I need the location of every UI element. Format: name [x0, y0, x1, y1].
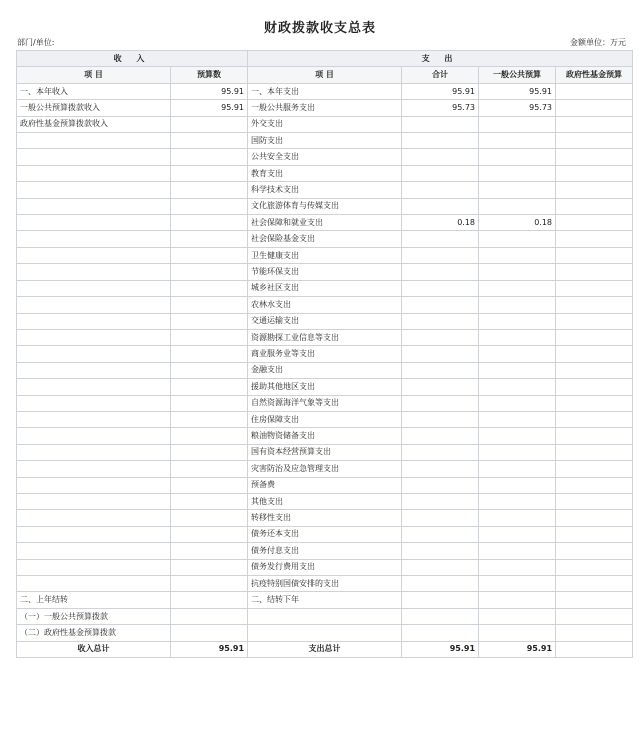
- table-row: [17, 395, 633, 411]
- expense-fund-cell: [556, 526, 633, 542]
- expense-item-cell: 卫生健康支出: [248, 247, 402, 263]
- income-amount-cell: [171, 149, 248, 165]
- expense-general-total: 95.91: [479, 641, 556, 657]
- expense-fund-cell: [556, 444, 633, 460]
- income-amount-cell: [171, 215, 248, 231]
- expense-item-cell: [248, 608, 402, 624]
- income-amount-cell: [171, 313, 248, 329]
- income-item-cell: [17, 313, 171, 329]
- col-header-expense-total: 合计: [402, 67, 479, 83]
- expense-item-cell: 资源勘探工业信息等支出: [248, 329, 402, 345]
- income-amount-cell: [171, 411, 248, 427]
- expense-fund-cell: [556, 395, 633, 411]
- col-header-income-item: 项 目: [17, 67, 171, 83]
- expense-fund-cell: [556, 280, 633, 296]
- expense-group-header: 支 出: [248, 51, 633, 67]
- income-item-cell: 政府性基金预算拨款收入: [17, 116, 171, 132]
- income-amount-cell: [171, 461, 248, 477]
- income-amount-cell: [171, 477, 248, 493]
- expense-item-cell: 商业服务业等支出: [248, 346, 402, 362]
- income-amount-cell: [171, 346, 248, 362]
- table-row: [17, 526, 633, 542]
- income-amount-cell: [171, 165, 248, 181]
- col-header-expense-general: 一般公共预算: [479, 67, 556, 83]
- table-row: [17, 592, 633, 608]
- expense-total-cell: [402, 608, 479, 624]
- income-item-cell: [17, 428, 171, 444]
- expense-item-cell: 债务付息支出: [248, 543, 402, 559]
- income-amount-cell: [171, 559, 248, 575]
- expense-item-cell: 外交支出: [248, 116, 402, 132]
- table-row: [17, 493, 633, 509]
- expense-total-cell: [402, 165, 479, 181]
- column-header-row: [17, 67, 633, 83]
- expense-general-cell: [479, 444, 556, 460]
- expense-fund-cell: [556, 411, 633, 427]
- expense-total-cell: [402, 280, 479, 296]
- expense-total-cell: [402, 231, 479, 247]
- income-item-cell: [17, 543, 171, 559]
- col-header-expense-item: 项 目: [248, 67, 402, 83]
- expense-general-cell: [479, 411, 556, 427]
- income-item-cell: [17, 264, 171, 280]
- expense-fund-cell: [556, 247, 633, 263]
- income-item-cell: [17, 362, 171, 378]
- income-amount-cell: [171, 444, 248, 460]
- expense-general-cell: [479, 346, 556, 362]
- table-row: [17, 165, 633, 181]
- income-amount-cell: [171, 264, 248, 280]
- income-item-cell: [17, 576, 171, 592]
- department-label: 部门/单位:: [17, 38, 55, 47]
- table-body: [17, 83, 633, 641]
- table-row: [17, 297, 633, 313]
- income-amount-cell: [171, 625, 248, 641]
- expense-general-cell: [479, 297, 556, 313]
- expense-total-cell: [402, 297, 479, 313]
- expense-fund-cell: [556, 493, 633, 509]
- expense-fund-cell: [556, 543, 633, 559]
- income-amount-cell: [171, 247, 248, 263]
- expense-fund-cell: [556, 428, 633, 444]
- table-row: [17, 477, 633, 493]
- table-row: [17, 215, 633, 231]
- expense-general-cell: [479, 149, 556, 165]
- expense-total-cell: [402, 543, 479, 559]
- expense-general-cell: [479, 428, 556, 444]
- expense-fund-cell: [556, 510, 633, 526]
- table-row: [17, 461, 633, 477]
- expense-general-cell: 95.73: [479, 100, 556, 116]
- income-amount-cell: [171, 362, 248, 378]
- expense-general-cell: [479, 182, 556, 198]
- expense-item-cell: 教育支出: [248, 165, 402, 181]
- income-item-cell: [17, 149, 171, 165]
- expense-total-cell: [402, 264, 479, 280]
- income-item-cell: （二）政府性基金预算拨款: [17, 625, 171, 641]
- expense-item-cell: 灾害防治及应急管理支出: [248, 461, 402, 477]
- expense-total-cell: [402, 116, 479, 132]
- income-total-label: 收入总计: [17, 641, 171, 657]
- income-amount-cell: [171, 592, 248, 608]
- income-amount-cell: [171, 133, 248, 149]
- expense-total-cell: [402, 444, 479, 460]
- income-amount-cell: [171, 297, 248, 313]
- expense-total-cell: [402, 510, 479, 526]
- expense-fund-cell: [556, 182, 633, 198]
- table-row: [17, 198, 633, 214]
- expense-fund-cell: [556, 133, 633, 149]
- expense-item-cell: 其他支出: [248, 493, 402, 509]
- income-amount-cell: [171, 379, 248, 395]
- expense-general-cell: [479, 231, 556, 247]
- expense-general-cell: [479, 362, 556, 378]
- expense-general-cell: [479, 559, 556, 575]
- income-item-cell: [17, 297, 171, 313]
- table-row: [17, 379, 633, 395]
- expense-total-cell: [402, 182, 479, 198]
- expense-fund-cell: [556, 559, 633, 575]
- expense-general-cell: [479, 493, 556, 509]
- expense-item-cell: 城乡社区支出: [248, 280, 402, 296]
- expense-general-cell: [479, 379, 556, 395]
- expense-fund-cell: [556, 608, 633, 624]
- income-amount-cell: [171, 493, 248, 509]
- expense-total-label: 支出总计: [248, 641, 402, 657]
- income-amount-cell: [171, 231, 248, 247]
- income-item-cell: [17, 379, 171, 395]
- expense-general-cell: [479, 280, 556, 296]
- income-item-cell: [17, 461, 171, 477]
- expense-total-cell: [402, 313, 479, 329]
- expense-fund-cell: [556, 100, 633, 116]
- income-item-cell: [17, 247, 171, 263]
- income-item-cell: [17, 231, 171, 247]
- expense-total-cell: [402, 592, 479, 608]
- expense-item-cell: 粮油物资储备支出: [248, 428, 402, 444]
- income-item-cell: [17, 477, 171, 493]
- expense-fund-cell: [556, 379, 633, 395]
- table-row: [17, 313, 633, 329]
- expense-total-cell: [402, 428, 479, 444]
- income-amount-cell: 95.91: [171, 83, 248, 99]
- income-item-cell: [17, 346, 171, 362]
- expense-general-cell: [479, 477, 556, 493]
- table-row: [17, 444, 633, 460]
- expense-fund-cell: [556, 576, 633, 592]
- table-row: [17, 346, 633, 362]
- income-group-header: 收 入: [17, 51, 248, 67]
- expense-total-cell: [402, 576, 479, 592]
- expense-item-cell: 预备费: [248, 477, 402, 493]
- table-row: [17, 559, 633, 575]
- expense-general-cell: [479, 198, 556, 214]
- expense-fund-cell: [556, 346, 633, 362]
- table-row: [17, 116, 633, 132]
- income-item-cell: [17, 559, 171, 575]
- expense-item-cell: 科学技术支出: [248, 182, 402, 198]
- expense-general-cell: [479, 608, 556, 624]
- expense-fund-cell: [556, 313, 633, 329]
- expense-general-cell: [479, 264, 556, 280]
- group-header-row: [17, 51, 633, 67]
- expense-total-cell: 95.91: [402, 83, 479, 99]
- total-row: [17, 641, 633, 657]
- budget-table: [16, 50, 633, 658]
- expense-item-cell: 公共安全支出: [248, 149, 402, 165]
- expense-general-cell: [479, 313, 556, 329]
- expense-item-cell: 社会保险基金支出: [248, 231, 402, 247]
- expense-general-cell: [479, 576, 556, 592]
- expense-item-cell: 债务还本支出: [248, 526, 402, 542]
- income-amount-cell: [171, 428, 248, 444]
- income-item-cell: [17, 198, 171, 214]
- expense-fund-cell: [556, 329, 633, 345]
- table-row: [17, 182, 633, 198]
- expense-general-cell: [479, 526, 556, 542]
- income-item-cell: [17, 444, 171, 460]
- table-row: [17, 329, 633, 345]
- expense-total-cell: [402, 493, 479, 509]
- expense-total-cell: [402, 133, 479, 149]
- expense-total-cell: [402, 247, 479, 263]
- income-amount-cell: [171, 543, 248, 559]
- expense-item-cell: [248, 625, 402, 641]
- income-item-cell: [17, 493, 171, 509]
- income-amount-cell: [171, 608, 248, 624]
- table-row: [17, 247, 633, 263]
- expense-general-cell: [479, 329, 556, 345]
- table-row: [17, 133, 633, 149]
- expense-fund-cell: [556, 231, 633, 247]
- expense-fund-cell: [556, 83, 633, 99]
- expense-item-cell: 一、本年支出: [248, 83, 402, 99]
- expense-fund-cell: [556, 165, 633, 181]
- expense-general-cell: [479, 395, 556, 411]
- income-amount-cell: [171, 182, 248, 198]
- table-row: [17, 231, 633, 247]
- income-item-cell: [17, 165, 171, 181]
- expense-total-cell: 0.18: [402, 215, 479, 231]
- expense-fund-cell: [556, 198, 633, 214]
- expense-fund-cell: [556, 625, 633, 641]
- expense-item-cell: 住房保障支出: [248, 411, 402, 427]
- table-row: [17, 362, 633, 378]
- expense-total-cell: [402, 395, 479, 411]
- expense-fund-cell: [556, 264, 633, 280]
- table-row: [17, 576, 633, 592]
- income-total-amount: 95.91: [171, 641, 248, 657]
- income-item-cell: [17, 182, 171, 198]
- income-amount-cell: [171, 395, 248, 411]
- expense-general-cell: [479, 543, 556, 559]
- expense-total-cell: [402, 477, 479, 493]
- expense-total-cell: [402, 346, 479, 362]
- expense-total-cell: [402, 411, 479, 427]
- expense-fund-cell: [556, 116, 633, 132]
- income-amount-cell: [171, 576, 248, 592]
- expense-fund-cell: [556, 215, 633, 231]
- table-row: [17, 280, 633, 296]
- table-row: [17, 264, 633, 280]
- expense-item-cell: 交通运输支出: [248, 313, 402, 329]
- income-amount-cell: [171, 329, 248, 345]
- expense-item-cell: 国有资本经营预算支出: [248, 444, 402, 460]
- income-amount-cell: [171, 280, 248, 296]
- expense-item-cell: 国防支出: [248, 133, 402, 149]
- income-amount-cell: [171, 116, 248, 132]
- expense-general-cell: 0.18: [479, 215, 556, 231]
- expense-total-cell: [402, 198, 479, 214]
- expense-general-cell: [479, 116, 556, 132]
- income-amount-cell: [171, 198, 248, 214]
- expense-item-cell: 自然资源海洋气象等支出: [248, 395, 402, 411]
- income-item-cell: 二、上年结转: [17, 592, 171, 608]
- table-row: [17, 149, 633, 165]
- expense-general-cell: [479, 461, 556, 477]
- income-item-cell: [17, 280, 171, 296]
- expense-fund-cell: [556, 592, 633, 608]
- unit-label: 金额单位：万元: [570, 38, 626, 47]
- expense-total-cell: 95.73: [402, 100, 479, 116]
- expense-general-cell: [479, 247, 556, 263]
- table-row: [17, 100, 633, 116]
- income-amount-cell: 95.91: [171, 100, 248, 116]
- expense-fund-cell: [556, 362, 633, 378]
- expense-total-cell: [402, 379, 479, 395]
- table-row: [17, 428, 633, 444]
- expense-item-cell: 抗疫特别国债安排的支出: [248, 576, 402, 592]
- expense-item-cell: 文化旅游体育与传媒支出: [248, 198, 402, 214]
- income-item-cell: 一般公共预算拨款收入: [17, 100, 171, 116]
- expense-total-cell: [402, 461, 479, 477]
- table-row: [17, 411, 633, 427]
- expense-item-cell: 二、结转下年: [248, 592, 402, 608]
- expense-total-amount: 95.91: [402, 641, 479, 657]
- income-item-cell: [17, 411, 171, 427]
- expense-item-cell: 转移性支出: [248, 510, 402, 526]
- expense-total-cell: [402, 559, 479, 575]
- expense-item-cell: 节能环保支出: [248, 264, 402, 280]
- expense-fund-cell: [556, 461, 633, 477]
- expense-fund-total: [556, 641, 633, 657]
- expense-total-cell: [402, 526, 479, 542]
- expense-total-cell: [402, 329, 479, 345]
- expense-general-cell: [479, 165, 556, 181]
- table-row: [17, 608, 633, 624]
- income-item-cell: [17, 215, 171, 231]
- expense-total-cell: [402, 625, 479, 641]
- expense-item-cell: 援助其他地区支出: [248, 379, 402, 395]
- expense-item-cell: 社会保障和就业支出: [248, 215, 402, 231]
- page-title: 财政拨款收支总表: [263, 21, 376, 36]
- table-row: [17, 543, 633, 559]
- income-item-cell: [17, 526, 171, 542]
- expense-total-cell: [402, 362, 479, 378]
- income-item-cell: 一、本年收入: [17, 83, 171, 99]
- income-item-cell: [17, 510, 171, 526]
- table-row: [17, 510, 633, 526]
- income-amount-cell: [171, 510, 248, 526]
- col-header-expense-fund: 政府性基金预算: [556, 67, 633, 83]
- income-amount-cell: [171, 526, 248, 542]
- expense-fund-cell: [556, 149, 633, 165]
- expense-general-cell: 95.91: [479, 83, 556, 99]
- income-item-cell: [17, 133, 171, 149]
- expense-item-cell: 农林水支出: [248, 297, 402, 313]
- expense-fund-cell: [556, 297, 633, 313]
- income-item-cell: [17, 395, 171, 411]
- col-header-income-budget: 预算数: [171, 67, 248, 83]
- table-row: [17, 83, 633, 99]
- expense-general-cell: [479, 625, 556, 641]
- expense-general-cell: [479, 510, 556, 526]
- income-item-cell: [17, 329, 171, 345]
- income-item-cell: （一）一般公共预算拨款: [17, 608, 171, 624]
- table-row: [17, 625, 633, 641]
- expense-item-cell: 债务发行费用支出: [248, 559, 402, 575]
- expense-item-cell: 一般公共服务支出: [248, 100, 402, 116]
- expense-general-cell: [479, 133, 556, 149]
- expense-item-cell: 金融支出: [248, 362, 402, 378]
- expense-general-cell: [479, 592, 556, 608]
- expense-fund-cell: [556, 477, 633, 493]
- expense-total-cell: [402, 149, 479, 165]
